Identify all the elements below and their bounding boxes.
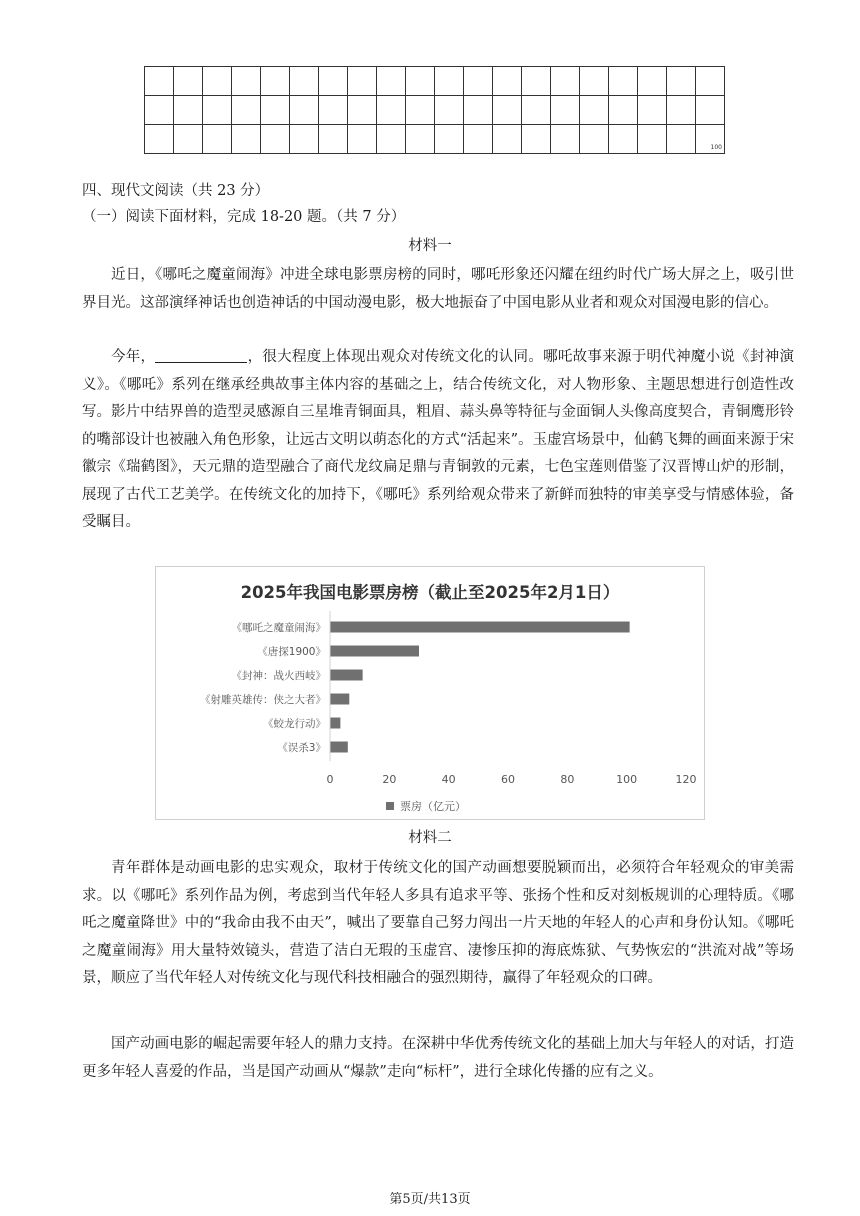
section-subheading: （一）阅读下面材料，完成 18-20 题。（共 7 分） bbox=[82, 209, 406, 225]
grid-cell bbox=[319, 125, 348, 154]
grid-cell bbox=[551, 125, 580, 154]
grid-cell bbox=[435, 67, 464, 96]
x-tick-label: 60 bbox=[501, 773, 515, 786]
grid-cell bbox=[580, 96, 609, 125]
grid-cell bbox=[261, 125, 290, 154]
grid-cell bbox=[348, 96, 377, 125]
grid-cell bbox=[435, 125, 464, 154]
grid-cell bbox=[203, 125, 232, 154]
category-label: 《蛟龙行动》 bbox=[263, 718, 326, 730]
grid-cell bbox=[580, 125, 609, 154]
grid-cell bbox=[290, 96, 319, 125]
grid-cell bbox=[145, 67, 174, 96]
grid-cell bbox=[464, 67, 493, 96]
grid-cell bbox=[232, 96, 261, 125]
grid-cell bbox=[406, 125, 435, 154]
grid-cell bbox=[493, 96, 522, 125]
x-tick-label: 80 bbox=[560, 773, 575, 786]
material1-paragraph-1: 近日，《哪吒之魔童闹海》冲进全球电影票房榜的同时，哪吒形象还闪耀在纽约时代广场大屏之上，吸引世界目光。这部演绎神话也创造神话的中国动漫电影，极大地振奋了中国电影从业者和观众对国漫电影的信心。 bbox=[82, 267, 794, 311]
p2-rest: ，很大程度上体现出观众对传统文化的认同。哪吒故事来源于明代神魔小说《封神演义》。《哪吒》系列在继承经典故事主体内容的基础之上，结合传统文化，对人物形象、主题思想进行创造性改写。影片中结界兽的造型灵感源自三星堆青铜面具，粗眉、蒜头鼻等特征与金面铜人头像高度契合，青铜鹰形铃的嘴部设计也被融入角色形象，让远古文明以萌态化的方式“活起来”。玉虚宫场景中，仙鹤飞舞的画面来源于宋徽宗《瑞鹤图》，天元鼎的造型融合了商代龙纹扁足鼎与青铜敦的元素，七色宝莲则借鉴了汉晋博山炉的形制，展现了古代工艺美学。在传统文化的加持下，《哪吒》系列给观众带来了新鲜而独特的审美享受与情感体验，备受瞩目。 bbox=[82, 349, 794, 530]
x-tick-label: 120 bbox=[675, 773, 697, 786]
bar bbox=[330, 646, 419, 657]
grid-cell bbox=[609, 96, 638, 125]
category-label: 《误杀3》 bbox=[277, 742, 326, 754]
grid-cell bbox=[174, 125, 203, 154]
answer-grid-table bbox=[144, 66, 725, 154]
grid-cell bbox=[348, 67, 377, 96]
grid-cell bbox=[696, 125, 725, 154]
grid-cell bbox=[638, 96, 667, 125]
grid-cell bbox=[609, 125, 638, 154]
grid-cell bbox=[522, 125, 551, 154]
grid-cell bbox=[261, 67, 290, 96]
legend-swatch bbox=[386, 802, 394, 810]
grid-cell bbox=[232, 125, 261, 154]
grid-cell bbox=[145, 96, 174, 125]
fill-blank bbox=[155, 346, 247, 363]
grid-cell bbox=[406, 96, 435, 125]
box-office-chart bbox=[155, 566, 705, 820]
grid-cell bbox=[551, 67, 580, 96]
grid-cell bbox=[696, 96, 725, 125]
material2-paragraph-1: 青年群体是动画电影的忠实观众，取材于传统文化的国产动画想要脱颖而出，必须符合年轻观众的审美需求。以《哪吒》系列作品为例，考虑到当代年轻人多具有追求平等、张扬个性和反对刻板规训的心理特质。《哪吒之魔童降世》中的“我命由我不由天”，喊出了要靠自己努力闯出一片天地的年轻人的心声和身份认知。《哪吒之魔童闹海》用大量特效镜头，营造了洁白无瑕的玉虚宫、凄惨压抑的海底炼狱、气势恢宏的“洪流对战”等场景，顺应了当代年轻人对传统文化与现代科技相融合的强烈期待，赢得了年轻观众的口碑。 bbox=[82, 860, 794, 986]
grid-cell bbox=[203, 96, 232, 125]
grid-cell bbox=[464, 96, 493, 125]
answer-grid bbox=[144, 66, 725, 154]
grid-count-mark: 100 bbox=[710, 144, 722, 151]
grid-cell bbox=[580, 67, 609, 96]
x-tick-label: 20 bbox=[382, 773, 397, 786]
grid-cell bbox=[348, 125, 377, 154]
grid-cell bbox=[638, 125, 667, 154]
grid-cell bbox=[667, 125, 696, 154]
section-heading: 四、现代文阅读（共 23 分） bbox=[82, 183, 270, 199]
grid-cell bbox=[290, 125, 319, 154]
p2-lead: 今年， bbox=[111, 349, 156, 365]
grid-cell bbox=[435, 96, 464, 125]
x-tick-label: 40 bbox=[441, 773, 456, 786]
legend-label: 票房（亿元） bbox=[400, 800, 466, 813]
grid-cell bbox=[406, 67, 435, 96]
grid-cell bbox=[174, 67, 203, 96]
x-tick-label: 100 bbox=[616, 773, 638, 786]
material1-paragraph-2 bbox=[82, 344, 794, 537]
bar bbox=[330, 718, 340, 729]
grid-cell bbox=[232, 67, 261, 96]
grid-cell bbox=[493, 67, 522, 96]
page-footer: 第5页/共13页 bbox=[389, 1192, 471, 1207]
x-tick-label: 0 bbox=[326, 773, 334, 786]
grid-cell bbox=[290, 67, 319, 96]
grid-cell bbox=[377, 96, 406, 125]
grid-cell bbox=[203, 67, 232, 96]
grid-cell bbox=[319, 96, 348, 125]
grid-cell bbox=[551, 96, 580, 125]
grid-cell bbox=[522, 67, 551, 96]
grid-cell bbox=[319, 67, 348, 96]
grid-cell bbox=[174, 96, 203, 125]
grid-cell bbox=[493, 125, 522, 154]
grid-cell bbox=[638, 67, 667, 96]
grid-cell bbox=[667, 67, 696, 96]
material2-title: 材料二 bbox=[408, 830, 452, 846]
bar bbox=[330, 742, 348, 753]
category-label: 《封神：战火西岐》 bbox=[231, 670, 326, 682]
grid-cell bbox=[522, 96, 551, 125]
grid-cell bbox=[377, 67, 406, 96]
category-label: 《射雕英雄传：侠之大者》 bbox=[200, 694, 326, 706]
material1-title: 材料一 bbox=[408, 238, 452, 254]
grid-cell bbox=[464, 125, 493, 154]
bar bbox=[330, 622, 630, 633]
grid-cell bbox=[696, 67, 725, 96]
grid-cell bbox=[609, 67, 638, 96]
bar bbox=[330, 694, 349, 705]
chart-title: 2025年我国电影票房榜（截止至2025年2月1日） bbox=[240, 583, 620, 602]
material2-paragraph-2: 国产动画电影的崛起需要年轻人的鼎力支持。在深耕中华优秀传统文化的基础上加大与年轻人的对话，打造更多年轻人喜爱的作品，当是国产动画从“爆款”走向“标杆”，进行全球化传播的应有之义。 bbox=[82, 1036, 794, 1080]
bar bbox=[330, 670, 363, 681]
grid-cell bbox=[667, 96, 696, 125]
category-label: 《唐探1900》 bbox=[257, 646, 326, 658]
grid-cell bbox=[145, 125, 174, 154]
grid-cell bbox=[377, 125, 406, 154]
grid-cell bbox=[261, 96, 290, 125]
category-label: 《哪吒之魔童闹海》 bbox=[231, 622, 326, 634]
chart-plot bbox=[156, 567, 704, 819]
